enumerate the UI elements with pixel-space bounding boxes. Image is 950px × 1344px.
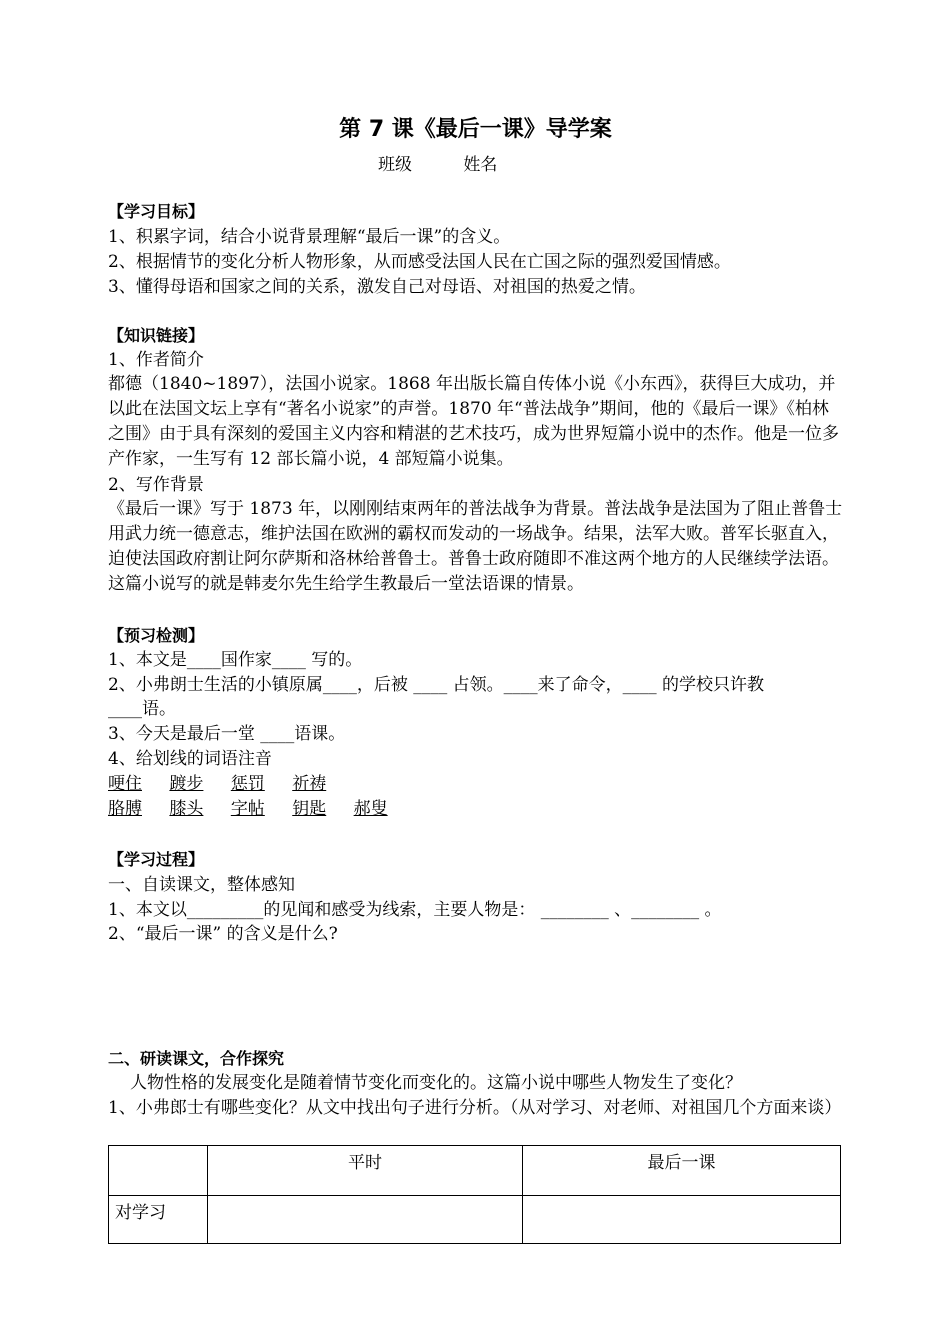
vocab-word: 胳膊	[108, 799, 142, 819]
table-cell[interactable]	[208, 1196, 523, 1244]
process-part2: 二、研读课文，合作探究	[108, 1049, 285, 1068]
table-row-label: 对学习	[109, 1196, 208, 1244]
goals-heading: 【学习目标】	[108, 202, 205, 221]
vocab-word: 郝叟	[353, 799, 388, 819]
background-title: 2、写作背景	[108, 475, 204, 495]
goal-item: 3、懂得母语和国家之间的关系，激发自己对母语、对祖国的热爱之情。	[108, 277, 646, 297]
process-part1: 一、自读课文，整体感知	[108, 875, 295, 895]
preview-question: 3、今天是最后一堂 ____语课。	[108, 724, 346, 744]
table-row	[109, 1196, 841, 1244]
author-text: 都德（1840~1897），法国小说家。1868 年出版长篇自传体小说《小东西》，获得巨大成功，并以此在法国文坛上享有“著名小说家”的声誉。1870 年“普法战争”期间，他的《最后一课》《柏林之围》由于具有深刻的爱国主义内容和精湛的艺术技巧，成为世界短篇小说中的杰作。他是一位多产作家，一生写有 12 部长篇小说，4 部短篇小说集。	[108, 374, 839, 469]
vocab-word: 膝头	[169, 799, 204, 819]
preview-question: 4、给划线的词语注音	[108, 749, 272, 769]
class-label: 班级	[378, 155, 412, 175]
comparison-table	[108, 1145, 841, 1244]
student-info	[378, 150, 543, 175]
process-intro: 人物性格的发展变化是随着情节变化而变化的。这篇小说中哪些人物发生了变化？	[130, 1073, 742, 1093]
preview-question: ____语。	[108, 699, 176, 719]
table-header: 平时	[208, 1146, 523, 1196]
table-cell[interactable]	[523, 1196, 841, 1244]
goal-item: 1、积累字词，结合小说背景理解“最后一课”的含义。	[108, 227, 511, 247]
table-header	[109, 1146, 208, 1196]
vocab-word: 踱步	[169, 774, 204, 794]
vocab-word: 字帖	[230, 799, 265, 819]
preview-question: 1、本文是____国作家____ 写的。	[108, 650, 363, 670]
vocab-word: 钥匙	[292, 799, 327, 819]
preview-heading: 【预习检测】	[108, 626, 205, 645]
preview-question: 2、小弗朗士生活的小镇原属____，后被 ____ 占领。____来了命令，____ 的学校只许教	[108, 675, 765, 695]
vocab-word: 惩罚	[230, 774, 265, 794]
process-question: 1、本文以_________的见闻和感受为线索，主要人物是： ________ 、________ 。	[108, 900, 722, 920]
vocab-row	[108, 772, 348, 796]
name-label: 姓名	[463, 155, 498, 175]
goal-item: 2、根据情节的变化分析人物形象，从而感受法国人民在亡国之际的强烈爱国情感。	[108, 252, 731, 272]
knowledge-heading: 【知识链接】	[108, 326, 205, 345]
process-question: 2、“最后一课” 的含义是什么?	[108, 924, 338, 944]
process-question: 1、小弗郎士有哪些变化？从文中找出句子进行分析。（从对学习、对老师、对祖国几个方面来谈）	[108, 1098, 842, 1118]
author-title: 1、作者简介	[108, 350, 204, 370]
vocab-row	[108, 797, 410, 821]
vocab-word: 祈祷	[292, 774, 327, 794]
table-header-row	[109, 1146, 841, 1196]
table-header: 最后一课	[523, 1146, 841, 1196]
page-title: 第 7 课《最后一课》导学案	[339, 117, 612, 142]
vocab-word: 哽住	[108, 774, 142, 794]
background-text: 《最后一课》写于 1873 年，以刚刚结束两年的普法战争为背景。普法战争是法国为了阻止普鲁士用武力统一德意志，维护法国在欧洲的霸权而发动的一场战争。结果，法军大败。普军长驱直入，迫使法国政府割让阿尔萨斯和洛林给普鲁士。普鲁士政府随即不准这两个地方的人民继续学法语。这篇小说写的就是韩麦尔先生给学生教最后一堂法语课的情景。	[108, 499, 843, 594]
process-heading: 【学习过程】	[108, 850, 205, 869]
